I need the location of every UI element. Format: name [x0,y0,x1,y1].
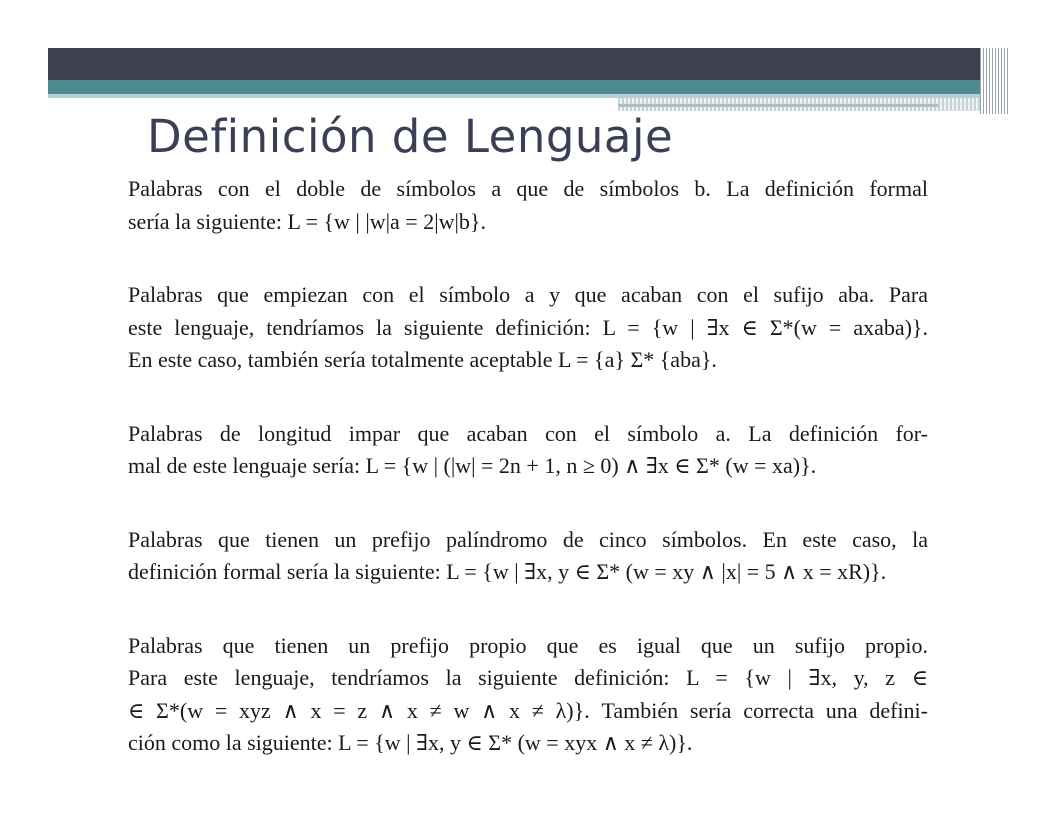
paragraph-line: En este caso, también sería totalmente aceptable L = {a} Σ* {aba}. [128,347,717,372]
paragraph-line: Palabras con el doble de símbolos a que de símbolos b. La definición formal [128,176,928,201]
paragraph-line: Palabras que empiezan con el símbolo a y que acaban con el sufijo aba. Para [128,282,928,307]
paragraph-line: sería la siguiente: L = {w | |w|a = 2|w|b}. [128,208,486,234]
slide-body [128,173,928,801]
paragraph-line: Palabras de longitud impar que acaban con el símbolo a. La definición for- [128,420,928,446]
paragraph-line: Para este lenguaje, tendríamos la siguiente definición: L = {w | ∃x, y, z ∈ [128,665,928,690]
paragraph-4 [128,524,928,589]
paragraph-3 [128,418,928,483]
paragraph-line: ∈ Σ*(w = xyz ∧ x = z ∧ x ≠ w ∧ x ≠ λ)}. También sería correcta una defini- [128,697,928,723]
header-band-teal [48,80,982,94]
paragraph-line: ción como la siguiente: L = {w | ∃x, y ∈ Σ* (w = xyx ∧ x ≠ λ)}. [128,730,693,755]
header-band-accent [618,104,938,107]
slide-title: Definición de Lenguaje [147,110,674,163]
paragraph-5 [128,630,928,760]
header-stripes-decoration [980,48,1008,114]
paragraph-line: Palabras que tienen un prefijo palíndromo de cinco símbolos. En este caso, la [128,526,928,552]
paragraph-2 [128,279,928,377]
paragraph-line: definición formal sería la siguiente: L = {w | ∃x, y ∈ Σ* (w = xy ∧ |x| = 5 ∧ x = xR)}. [128,559,887,584]
paragraph-line: Palabras que tienen un prefijo propio que es igual que un sufijo propio. [128,632,928,658]
header-band-dark [48,48,988,80]
paragraph-line: este lenguaje, tendríamos la siguiente definición: L = {w | ∃x ∈ Σ*(w = axaba)}. [128,314,928,340]
paragraph-line: mal de este lenguaje sería: L = {w | (|w| = 2n + 1, n ≥ 0) ∧ ∃x ∈ Σ* (w = xa)}. [128,453,817,478]
paragraph-1 [128,173,928,238]
